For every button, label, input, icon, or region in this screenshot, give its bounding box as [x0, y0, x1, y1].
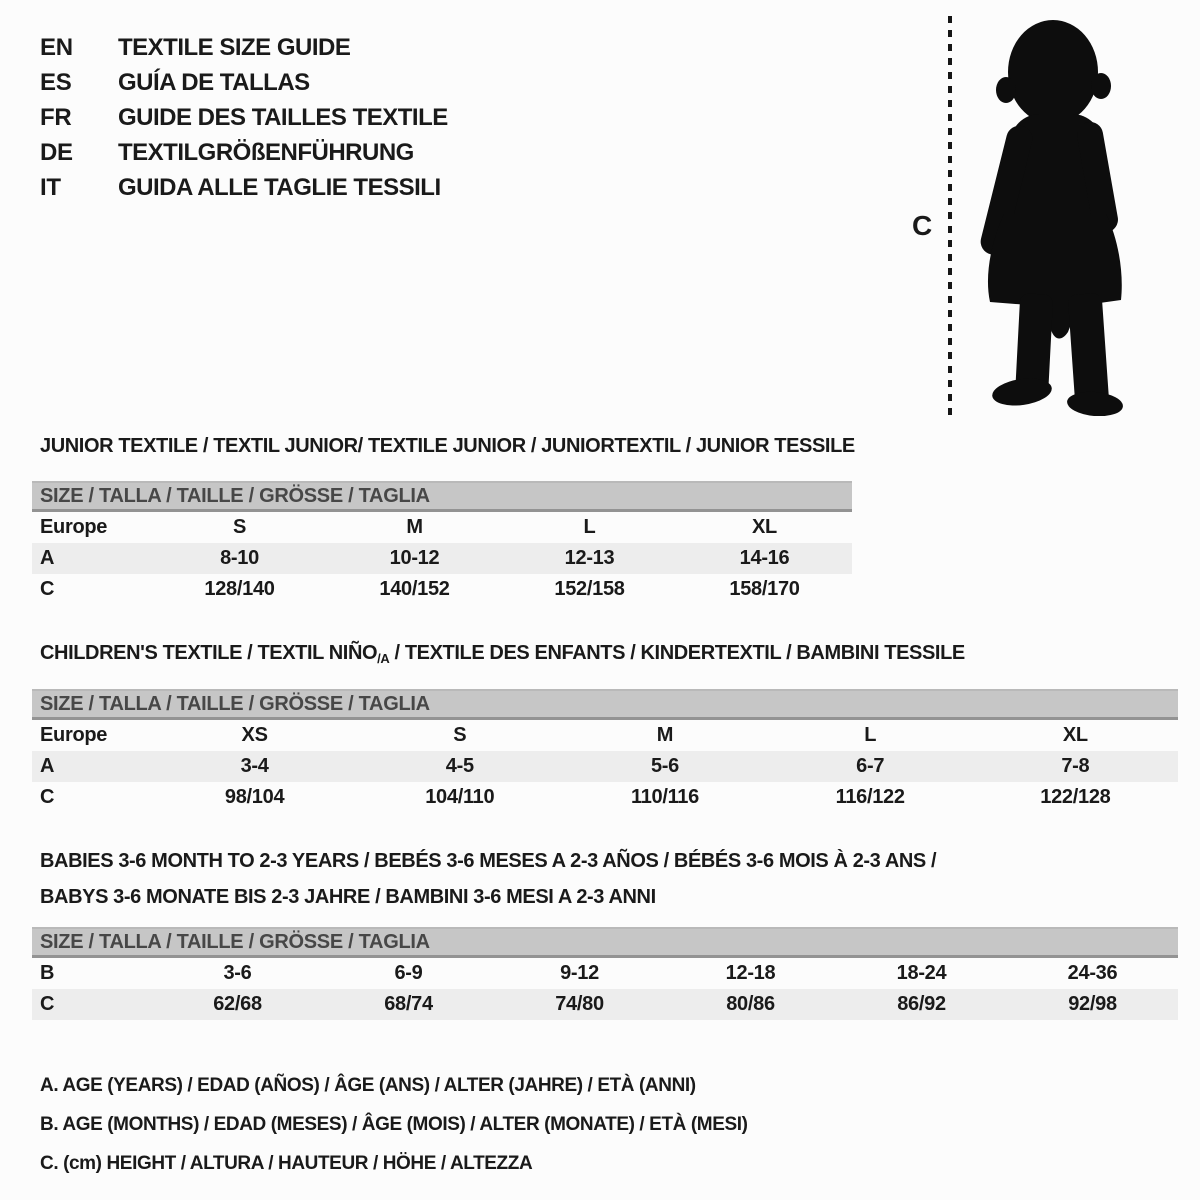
children-heading-pre: CHILDREN'S TEXTILE / TEXTIL NIÑO	[40, 642, 378, 664]
language-row	[40, 30, 448, 65]
row-label-cell: C	[40, 993, 55, 1015]
value-cell: 92/98	[1068, 993, 1117, 1015]
value-cell: 152/158	[554, 578, 625, 600]
value-cell: 158/170	[729, 578, 800, 600]
junior-size-table-block	[32, 481, 852, 605]
size-header-cell: XL	[752, 516, 777, 538]
children-heading-sub: /A	[377, 651, 390, 666]
value-cell: 14-16	[739, 547, 790, 569]
junior-section-heading: JUNIOR TEXTILE / TEXTIL JUNIOR/ TEXTILE JUNIOR / JUNIORTEXTIL / JUNIOR TESSILE	[40, 435, 855, 457]
table-row	[32, 782, 1178, 813]
table-row	[32, 958, 1178, 989]
value-cell: 24-36	[1067, 962, 1118, 984]
row-label-cell: B	[40, 962, 55, 984]
value-cell: 12-18	[725, 962, 776, 984]
value-cell: 5-6	[650, 755, 679, 777]
measure-legend	[40, 1066, 748, 1183]
size-header-cell: S	[453, 724, 467, 746]
value-cell: 122/128	[1040, 786, 1111, 808]
size-header-cell: M	[656, 724, 674, 746]
language-code: EN	[40, 33, 73, 61]
language-list	[40, 30, 448, 205]
value-cell: 110/116	[630, 786, 699, 808]
language-title: TEXTILGRÖßENFÜHRUNG	[118, 138, 414, 166]
language-title: GUIDA ALLE TAGLIE TESSILI	[118, 173, 441, 201]
language-code: ES	[40, 68, 72, 96]
value-cell: 104/110	[425, 786, 495, 808]
table-row	[32, 574, 852, 605]
value-cell: 12-13	[564, 547, 615, 569]
region-header-cell: Europe	[40, 516, 108, 538]
babies-section-heading	[40, 843, 936, 915]
legend-line-b: B. AGE (MONTHS) / EDAD (MESES) / ÂGE (MOIS) / ALTER (MONATE) / ETÀ (MESI)	[40, 1114, 748, 1135]
value-cell: 68/74	[384, 993, 433, 1015]
table-header-row	[32, 720, 1178, 751]
language-title: GUIDE DES TAILLES TEXTILE	[118, 103, 448, 131]
region-header-cell: Europe	[40, 724, 108, 746]
toddler-silhouette	[964, 14, 1136, 416]
value-cell: 9-12	[560, 962, 599, 984]
row-label-cell: A	[40, 547, 55, 569]
row-label-cell: C	[40, 578, 55, 600]
language-row	[40, 135, 448, 170]
value-cell: 62/68	[213, 993, 262, 1015]
size-header-cell: M	[406, 516, 423, 538]
babies-size-table	[32, 958, 1178, 1020]
value-cell: 140/152	[379, 578, 450, 600]
size-header-cell: L	[583, 516, 596, 538]
language-row	[40, 100, 448, 135]
size-header-cell: XS	[241, 724, 268, 746]
junior-size-band: SIZE / TALLA / TAILLE / GRÖSSE / TAGLIA	[32, 481, 852, 512]
legend-line-c: C. (cm) HEIGHT / ALTURA / HAUTEUR / HÖHE / ALTEZZA	[40, 1153, 533, 1174]
value-cell: 8-10	[220, 547, 259, 569]
size-header-cell: S	[232, 516, 247, 538]
babies-size-table-block	[32, 927, 1178, 1020]
language-code: DE	[40, 138, 73, 166]
children-heading-post: / TEXTILE DES ENFANTS / KINDERTEXTIL / BAMBINI TESSILE	[389, 642, 965, 664]
value-cell: 80/86	[726, 993, 775, 1015]
value-cell: 74/80	[555, 993, 604, 1015]
babies-heading-line2: BABYS 3-6 MONATE BIS 2-3 JAHRE / BAMBINI 3-6 MESI A 2-3 ANNI	[40, 886, 656, 908]
language-row	[40, 65, 448, 100]
value-cell: 10-12	[389, 547, 440, 569]
value-cell: 7-8	[1061, 755, 1090, 777]
language-row	[40, 170, 448, 205]
language-title: TEXTILE SIZE GUIDE	[118, 33, 351, 61]
value-cell: 86/92	[897, 993, 946, 1015]
babies-heading-line1: BABIES 3-6 MONTH TO 2-3 YEARS / BEBÉS 3-6 MESES A 2-3 AÑOS / BÉBÉS 3-6 MOIS À 2-3 ANS /	[40, 850, 937, 872]
height-measure-label: C	[912, 210, 932, 241]
language-code: IT	[40, 173, 61, 201]
children-size-table-block	[32, 689, 1178, 813]
row-label-cell: C	[40, 786, 55, 808]
size-header-cell: XL	[1062, 724, 1088, 746]
size-header-cell: L	[864, 724, 877, 746]
children-size-table	[32, 720, 1178, 813]
value-cell: 3-6	[223, 962, 252, 984]
row-label-cell: A	[40, 755, 55, 777]
value-cell: 3-4	[240, 755, 269, 777]
junior-size-table	[32, 512, 852, 605]
babies-size-band: SIZE / TALLA / TAILLE / GRÖSSE / TAGLIA	[32, 927, 1178, 958]
language-code: FR	[40, 103, 72, 131]
value-cell: 98/104	[224, 786, 285, 808]
children-section-heading	[40, 642, 965, 666]
table-row	[32, 751, 1178, 782]
table-header-row	[32, 512, 852, 543]
height-measure-line	[948, 16, 952, 416]
value-cell: 4-5	[445, 755, 474, 777]
value-cell: 116/122	[835, 786, 905, 808]
language-title: GUÍA DE TALLAS	[118, 68, 310, 96]
children-size-band: SIZE / TALLA / TAILLE / GRÖSSE / TAGLIA	[32, 689, 1178, 720]
value-cell: 6-7	[856, 755, 885, 777]
value-cell: 18-24	[896, 962, 947, 984]
value-cell: 128/140	[204, 578, 275, 600]
value-cell: 6-9	[394, 962, 423, 984]
legend-line-a: A. AGE (YEARS) / EDAD (AÑOS) / ÂGE (ANS) / ALTER (JAHRE) / ETÀ (ANNI)	[40, 1075, 696, 1096]
table-row	[32, 989, 1178, 1020]
table-row	[32, 543, 852, 574]
